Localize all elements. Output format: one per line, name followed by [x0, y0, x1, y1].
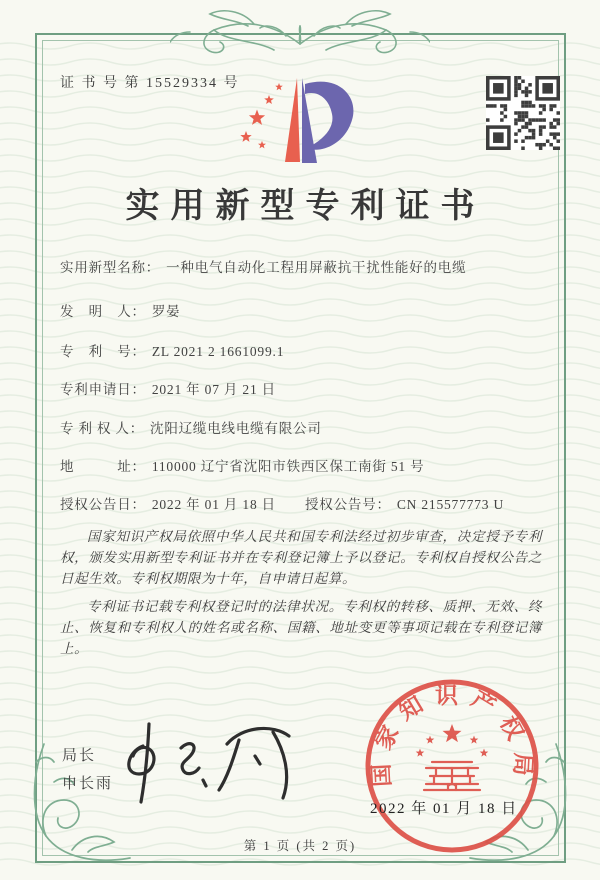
field-label: 实用新型名称：	[60, 260, 161, 275]
field-label: 专 利 号：	[60, 344, 146, 359]
field-label: 专 利 权 人：	[60, 421, 145, 436]
commissioner-name: 申长雨	[62, 776, 114, 792]
field-patent-number	[60, 340, 284, 360]
legal-paragraph-1: 国家知识产权局依照中华人民共和国专利法经过初步审查，决定授予专利权，颁发实用新型专利证书并在专利登记簿上予以登记。专利权自授权公告之日起生效。专利权期限为十年，自申请日起算。	[60, 529, 542, 586]
footer-page-number: 第 1 页 (共 2 页)	[243, 839, 357, 853]
seal-emblem-stars-icon	[416, 724, 489, 757]
field-patentee	[60, 417, 322, 437]
field-grant-number	[305, 493, 504, 513]
seal-emblem-gate-icon	[424, 762, 480, 790]
seal-date: 2022 年 01 月 18 日	[370, 801, 518, 817]
field-value: 罗晏	[151, 304, 181, 319]
border-ornament-top	[170, 2, 430, 62]
commissioner-title: 局长	[62, 748, 97, 764]
logo-red-wedge	[285, 78, 300, 162]
official-seal-icon	[362, 676, 542, 856]
field-filing-date	[60, 378, 276, 398]
qr-code	[486, 76, 560, 150]
field-value: 2022 年 01 月 18 日	[151, 497, 276, 512]
field-address	[60, 455, 424, 475]
field-value: CN 215577773 U	[396, 497, 505, 512]
handwritten-signature-icon	[115, 718, 325, 810]
cnipa-logo-icon	[235, 72, 375, 167]
legal-text-block	[60, 526, 542, 666]
legal-paragraph-2: 专利证书记载专利权登记时的法律状况。专利权的转移、质押、无效、终止、恢复和专利权人的姓名或名称、国籍、地址变更等事项记载在专利登记簿上。	[60, 599, 542, 656]
field-grant-date	[60, 497, 276, 512]
certificate-number: 证 书 号 第 15529334 号	[60, 76, 240, 91]
page-title: 实用新型专利证书	[125, 188, 486, 225]
field-label: 发 明 人：	[60, 304, 146, 319]
field-grant-row	[60, 493, 540, 513]
field-value: 2021 年 07 月 21 日	[151, 382, 276, 397]
field-value: 沈阳辽缆电线电缆有限公司	[150, 421, 322, 436]
field-utility-model-name	[60, 256, 466, 276]
field-label: 授权公告日：	[60, 497, 146, 512]
field-label: 地 址：	[60, 459, 146, 474]
field-label: 授权公告号：	[305, 497, 391, 512]
field-value: 一种电气自动化工程用屏蔽抗干扰性能好的电缆	[166, 260, 467, 275]
field-inventor	[60, 300, 180, 320]
logo-stars-icon	[240, 83, 282, 148]
field-value: ZL 2021 2 1661099.1	[151, 344, 285, 359]
field-label: 专利申请日：	[60, 382, 146, 397]
seal-ring-text: 国家知识产权局	[368, 682, 536, 788]
field-value: 110000 辽宁省沈阳市铁西区保工南街 51 号	[151, 459, 425, 474]
